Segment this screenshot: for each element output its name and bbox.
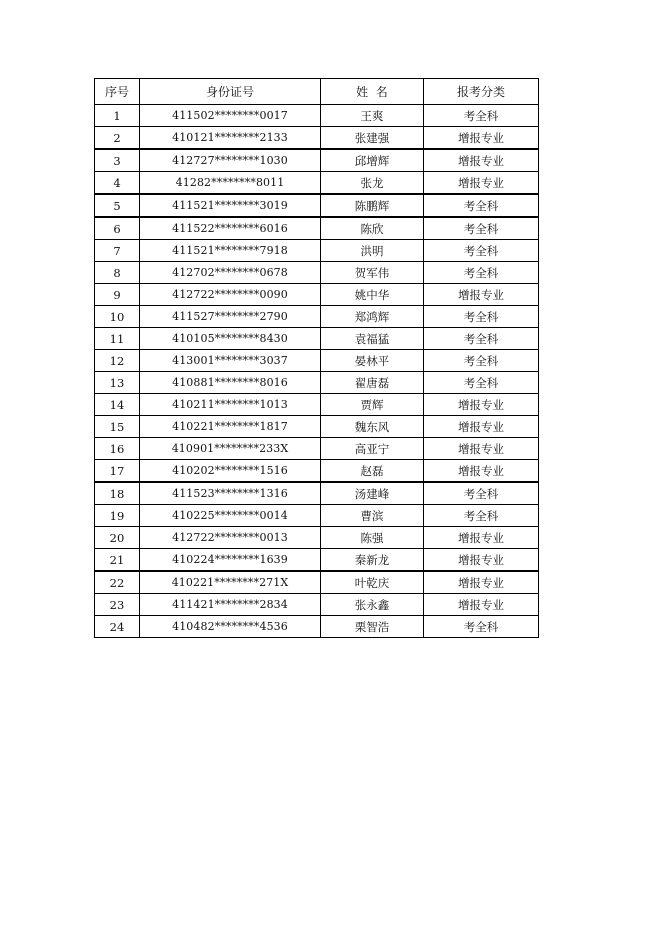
cell-index: 13	[95, 372, 140, 394]
cell-index: 10	[95, 306, 140, 328]
cell-index: 14	[95, 394, 140, 416]
cell-name: 张建强	[321, 127, 424, 150]
cell-id-number: 411523********1316	[140, 482, 321, 505]
cell-name: 汤建峰	[321, 482, 424, 505]
cell-name: 张永鑫	[321, 594, 424, 616]
table-row	[95, 217, 539, 240]
cell-id-number: 410881********8016	[140, 372, 321, 394]
table-row	[95, 240, 539, 262]
cell-name: 陈强	[321, 527, 424, 549]
cell-id-number: 411421********2834	[140, 594, 321, 616]
cell-category: 增报专业	[424, 594, 539, 616]
cell-category: 增报专业	[424, 571, 539, 594]
cell-category: 增报专业	[424, 549, 539, 572]
table-row	[95, 505, 539, 527]
cell-name: 王爽	[321, 105, 424, 127]
cell-name: 翟唐磊	[321, 372, 424, 394]
cell-category: 考全科	[424, 194, 539, 217]
cell-name: 魏东风	[321, 416, 424, 438]
cell-name: 陈鹏辉	[321, 194, 424, 217]
cell-name: 姚中华	[321, 284, 424, 306]
cell-index: 7	[95, 240, 140, 262]
cell-index: 22	[95, 571, 140, 594]
cell-index: 3	[95, 149, 140, 172]
table-row	[95, 284, 539, 306]
table-row	[95, 328, 539, 350]
cell-category: 增报专业	[424, 127, 539, 150]
cell-category: 增报专业	[424, 527, 539, 549]
header-id-number: 身份证号	[140, 79, 321, 105]
table-row	[95, 549, 539, 572]
cell-name: 曹滨	[321, 505, 424, 527]
cell-category: 考全科	[424, 328, 539, 350]
cell-name: 赵磊	[321, 460, 424, 483]
cell-id-number: 410224********1639	[140, 549, 321, 572]
table-row	[95, 127, 539, 150]
cell-index: 6	[95, 217, 140, 240]
cell-id-number: 410225********0014	[140, 505, 321, 527]
table-row	[95, 194, 539, 217]
cell-name: 郑鸿辉	[321, 306, 424, 328]
cell-category: 考全科	[424, 217, 539, 240]
cell-index: 8	[95, 262, 140, 284]
cell-category: 增报专业	[424, 149, 539, 172]
cell-id-number: 411522********6016	[140, 217, 321, 240]
cell-category: 考全科	[424, 616, 539, 638]
cell-name: 贺军伟	[321, 262, 424, 284]
header-index: 序号	[95, 79, 140, 105]
spreadsheet-page	[94, 78, 539, 638]
cell-name: 袁福猛	[321, 328, 424, 350]
cell-index: 17	[95, 460, 140, 483]
cell-id-number: 410202********1516	[140, 460, 321, 483]
cell-name: 高亚宁	[321, 438, 424, 460]
table-row	[95, 394, 539, 416]
cell-category: 考全科	[424, 105, 539, 127]
cell-category: 考全科	[424, 350, 539, 372]
cell-id-number: 41282********8011	[140, 172, 321, 195]
cell-name: 贾辉	[321, 394, 424, 416]
cell-category: 考全科	[424, 240, 539, 262]
cell-category: 增报专业	[424, 172, 539, 195]
cell-name: 张龙	[321, 172, 424, 195]
table-row	[95, 372, 539, 394]
cell-index: 24	[95, 616, 140, 638]
cell-category: 增报专业	[424, 284, 539, 306]
table-row	[95, 350, 539, 372]
cell-id-number: 412727********1030	[140, 149, 321, 172]
table-row	[95, 416, 539, 438]
cell-id-number: 412722********0090	[140, 284, 321, 306]
table-row	[95, 149, 539, 172]
cell-name: 邱增辉	[321, 149, 424, 172]
cell-id-number: 410221********271X	[140, 571, 321, 594]
cell-category: 考全科	[424, 505, 539, 527]
cell-id-number: 410105********8430	[140, 328, 321, 350]
cell-index: 9	[95, 284, 140, 306]
table-row	[95, 306, 539, 328]
cell-index: 5	[95, 194, 140, 217]
cell-name: 叶乾庆	[321, 571, 424, 594]
cell-id-number: 411521********3019	[140, 194, 321, 217]
cell-id-number: 410211********1013	[140, 394, 321, 416]
cell-id-number: 410221********1817	[140, 416, 321, 438]
cell-category: 增报专业	[424, 394, 539, 416]
table-row	[95, 262, 539, 284]
table-row	[95, 172, 539, 195]
table-row	[95, 482, 539, 505]
cell-category: 增报专业	[424, 438, 539, 460]
cell-index: 2	[95, 127, 140, 150]
cell-index: 11	[95, 328, 140, 350]
table-body	[95, 105, 539, 638]
cell-id-number: 413001********3037	[140, 350, 321, 372]
cell-name: 秦新龙	[321, 549, 424, 572]
cell-index: 1	[95, 105, 140, 127]
cell-id-number: 411521********7918	[140, 240, 321, 262]
table-row	[95, 594, 539, 616]
table-row	[95, 616, 539, 638]
cell-index: 19	[95, 505, 140, 527]
candidate-table	[94, 78, 539, 638]
cell-category: 考全科	[424, 372, 539, 394]
cell-index: 18	[95, 482, 140, 505]
header-category: 报考分类	[424, 79, 539, 105]
cell-id-number: 410901********233X	[140, 438, 321, 460]
cell-index: 20	[95, 527, 140, 549]
cell-index: 21	[95, 549, 140, 572]
table-row	[95, 460, 539, 483]
cell-name: 洪明	[321, 240, 424, 262]
cell-category: 增报专业	[424, 460, 539, 483]
cell-id-number: 411527********2790	[140, 306, 321, 328]
cell-name: 陈欣	[321, 217, 424, 240]
cell-category: 考全科	[424, 306, 539, 328]
cell-name: 晏林平	[321, 350, 424, 372]
cell-category: 考全科	[424, 262, 539, 284]
cell-index: 23	[95, 594, 140, 616]
header-name: 姓 名	[321, 79, 424, 105]
cell-name: 栗智浩	[321, 616, 424, 638]
cell-index: 15	[95, 416, 140, 438]
table-row	[95, 571, 539, 594]
cell-index: 12	[95, 350, 140, 372]
cell-id-number: 412702********0678	[140, 262, 321, 284]
cell-id-number: 412722********0013	[140, 527, 321, 549]
cell-category: 增报专业	[424, 416, 539, 438]
cell-index: 4	[95, 172, 140, 195]
table-row	[95, 527, 539, 549]
table-row	[95, 105, 539, 127]
cell-id-number: 410482********4536	[140, 616, 321, 638]
table-row	[95, 438, 539, 460]
cell-id-number: 411502********0017	[140, 105, 321, 127]
cell-category: 考全科	[424, 482, 539, 505]
cell-index: 16	[95, 438, 140, 460]
header-row	[95, 79, 539, 105]
cell-id-number: 410121********2133	[140, 127, 321, 150]
